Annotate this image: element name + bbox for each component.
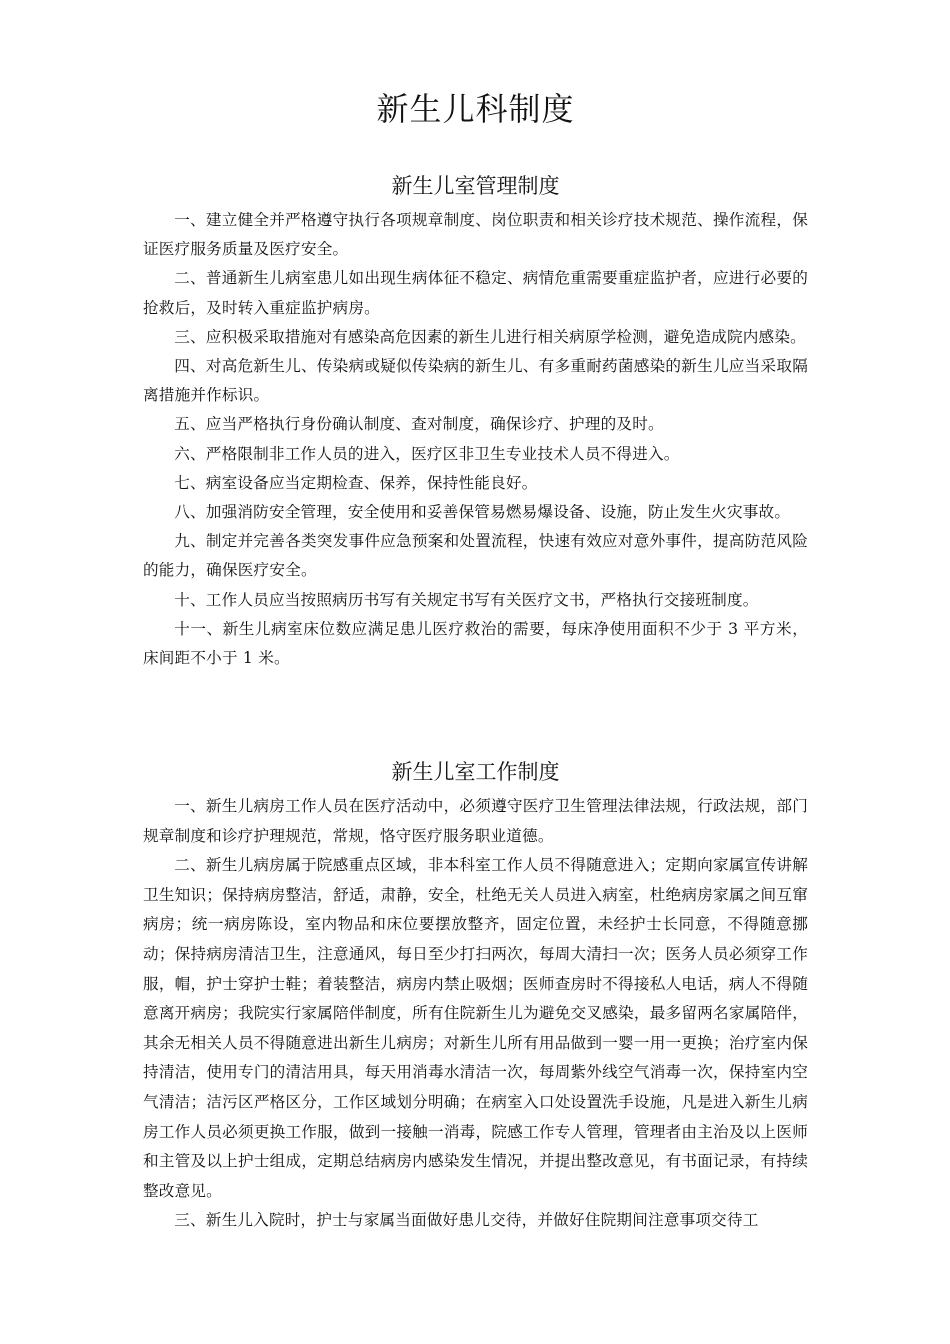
paragraph: 三、新生儿入院时，护士与家属当面做好患儿交待，并做好住院期间注意事项交待工 [174,1211,759,1230]
section-nursery-management [143,170,808,673]
paragraph: 六、严格限制非工作人员的进入，医疗区非卫生专业技术人员不得进入。 [174,444,680,463]
paragraph: 二、新生儿病房属于院感重点区域，非本科室工作人员不得随意进入；定期向家属宣传讲解卫生知识；保持病房整洁，舒适，肃静，安全，杜绝无关人员进入病室，杜绝病房家属之间互窜病房；统一病房陈设，室内物品和床位要摆放整齐，固定位置，未经护士长同意，不得随意挪动；保持病房清洁卫生，注意通风，每日至少打扫两次，每周大清扫一次；医务人员必须穿工作服，帽，护士穿护士鞋；着装整洁，病房内禁止吸烟；医师查房时不得接私人电话，病人不得随意离开病房；我院实行家属陪伴制度，所有住院新生儿为避免交叉感染，最多留两名家属陪伴，其余无相关人员不得随意进出新生儿病房；对新生儿所有用品做到一婴一用一更换；治疗室内保持清洁，使用专门的清洁用具，每天用消毒水清洁一次，每周紫外线空气消毒一次，保持室内空气清洁；洁污区严格区分，工作区域划分明确；在病室入口处设置洗手设施，凡是进入新生儿病房工作人员必须更换工作服，做到一接触一消毒，院感工作专人管理，管理者由主治及以上医师和主管及以上护士组成，定期总结病房内感染发生情况，并提出整改意见，有书面记录，有持续整改意见。 [143,856,808,1200]
paragraph: 三、应积极采取措施对有感染高危因素的新生儿进行相关病原学检测，避免造成院内感染。 [174,327,806,346]
paragraph: 十一、新生儿病室床位数应满足患儿医疗救治的需要，每床净使用面积不少于 3 平方米，床间距不小于 1 米。 [143,619,808,668]
paragraph: 一、新生儿病房工作人员在医疗活动中，必须遵守医疗卫生管理法律法规，行政法规，部门规章制度和诊疗护理规范，常规，恪守医疗服务职业道德。 [143,797,808,845]
section-title: 新生儿室管理制度 [391,174,560,198]
paragraph: 二、普通新生儿病室患儿如出现生病体征不稳定、病情危重需要重症监护者，应进行必要的抢救后，及时转入重症监护病房。 [143,269,808,317]
paragraph: 十、工作人员应当按照病历书写有关规定书写有关医疗文书，严格执行交接班制度。 [174,590,759,609]
paragraph: 九、制定并完善各类突发事件应急预案和处置流程，快速有效应对意外事件，提高防范风险的能力，确保医疗安全。 [143,532,808,580]
paragraph: 七、病室设备应当定期检查、保养，保持性能良好。 [174,473,538,492]
paragraph: 八、加强消防安全管理，安全使用和妥善保管易燃易爆设备、设施，防止发生火灾事故。 [174,503,791,522]
paragraph: 五、应当严格执行身份确认制度、查对制度，确保诊疗、护理的及时。 [174,415,664,434]
section-title: 新生儿室工作制度 [391,760,560,784]
section-nursery-work [143,756,808,1236]
paragraph: 一、建立健全并严格遵守执行各项规章制度、岗位职责和相关诊疗技术规范、操作流程，保证医疗服务质量及医疗安全。 [143,211,808,259]
document-title: 新生儿科制度 [376,90,575,128]
paragraph: 四、对高危新生儿、传染病或疑似传染病的新生儿、有多重耐药菌感染的新生儿应当采取隔离措施并作标识。 [143,357,808,405]
